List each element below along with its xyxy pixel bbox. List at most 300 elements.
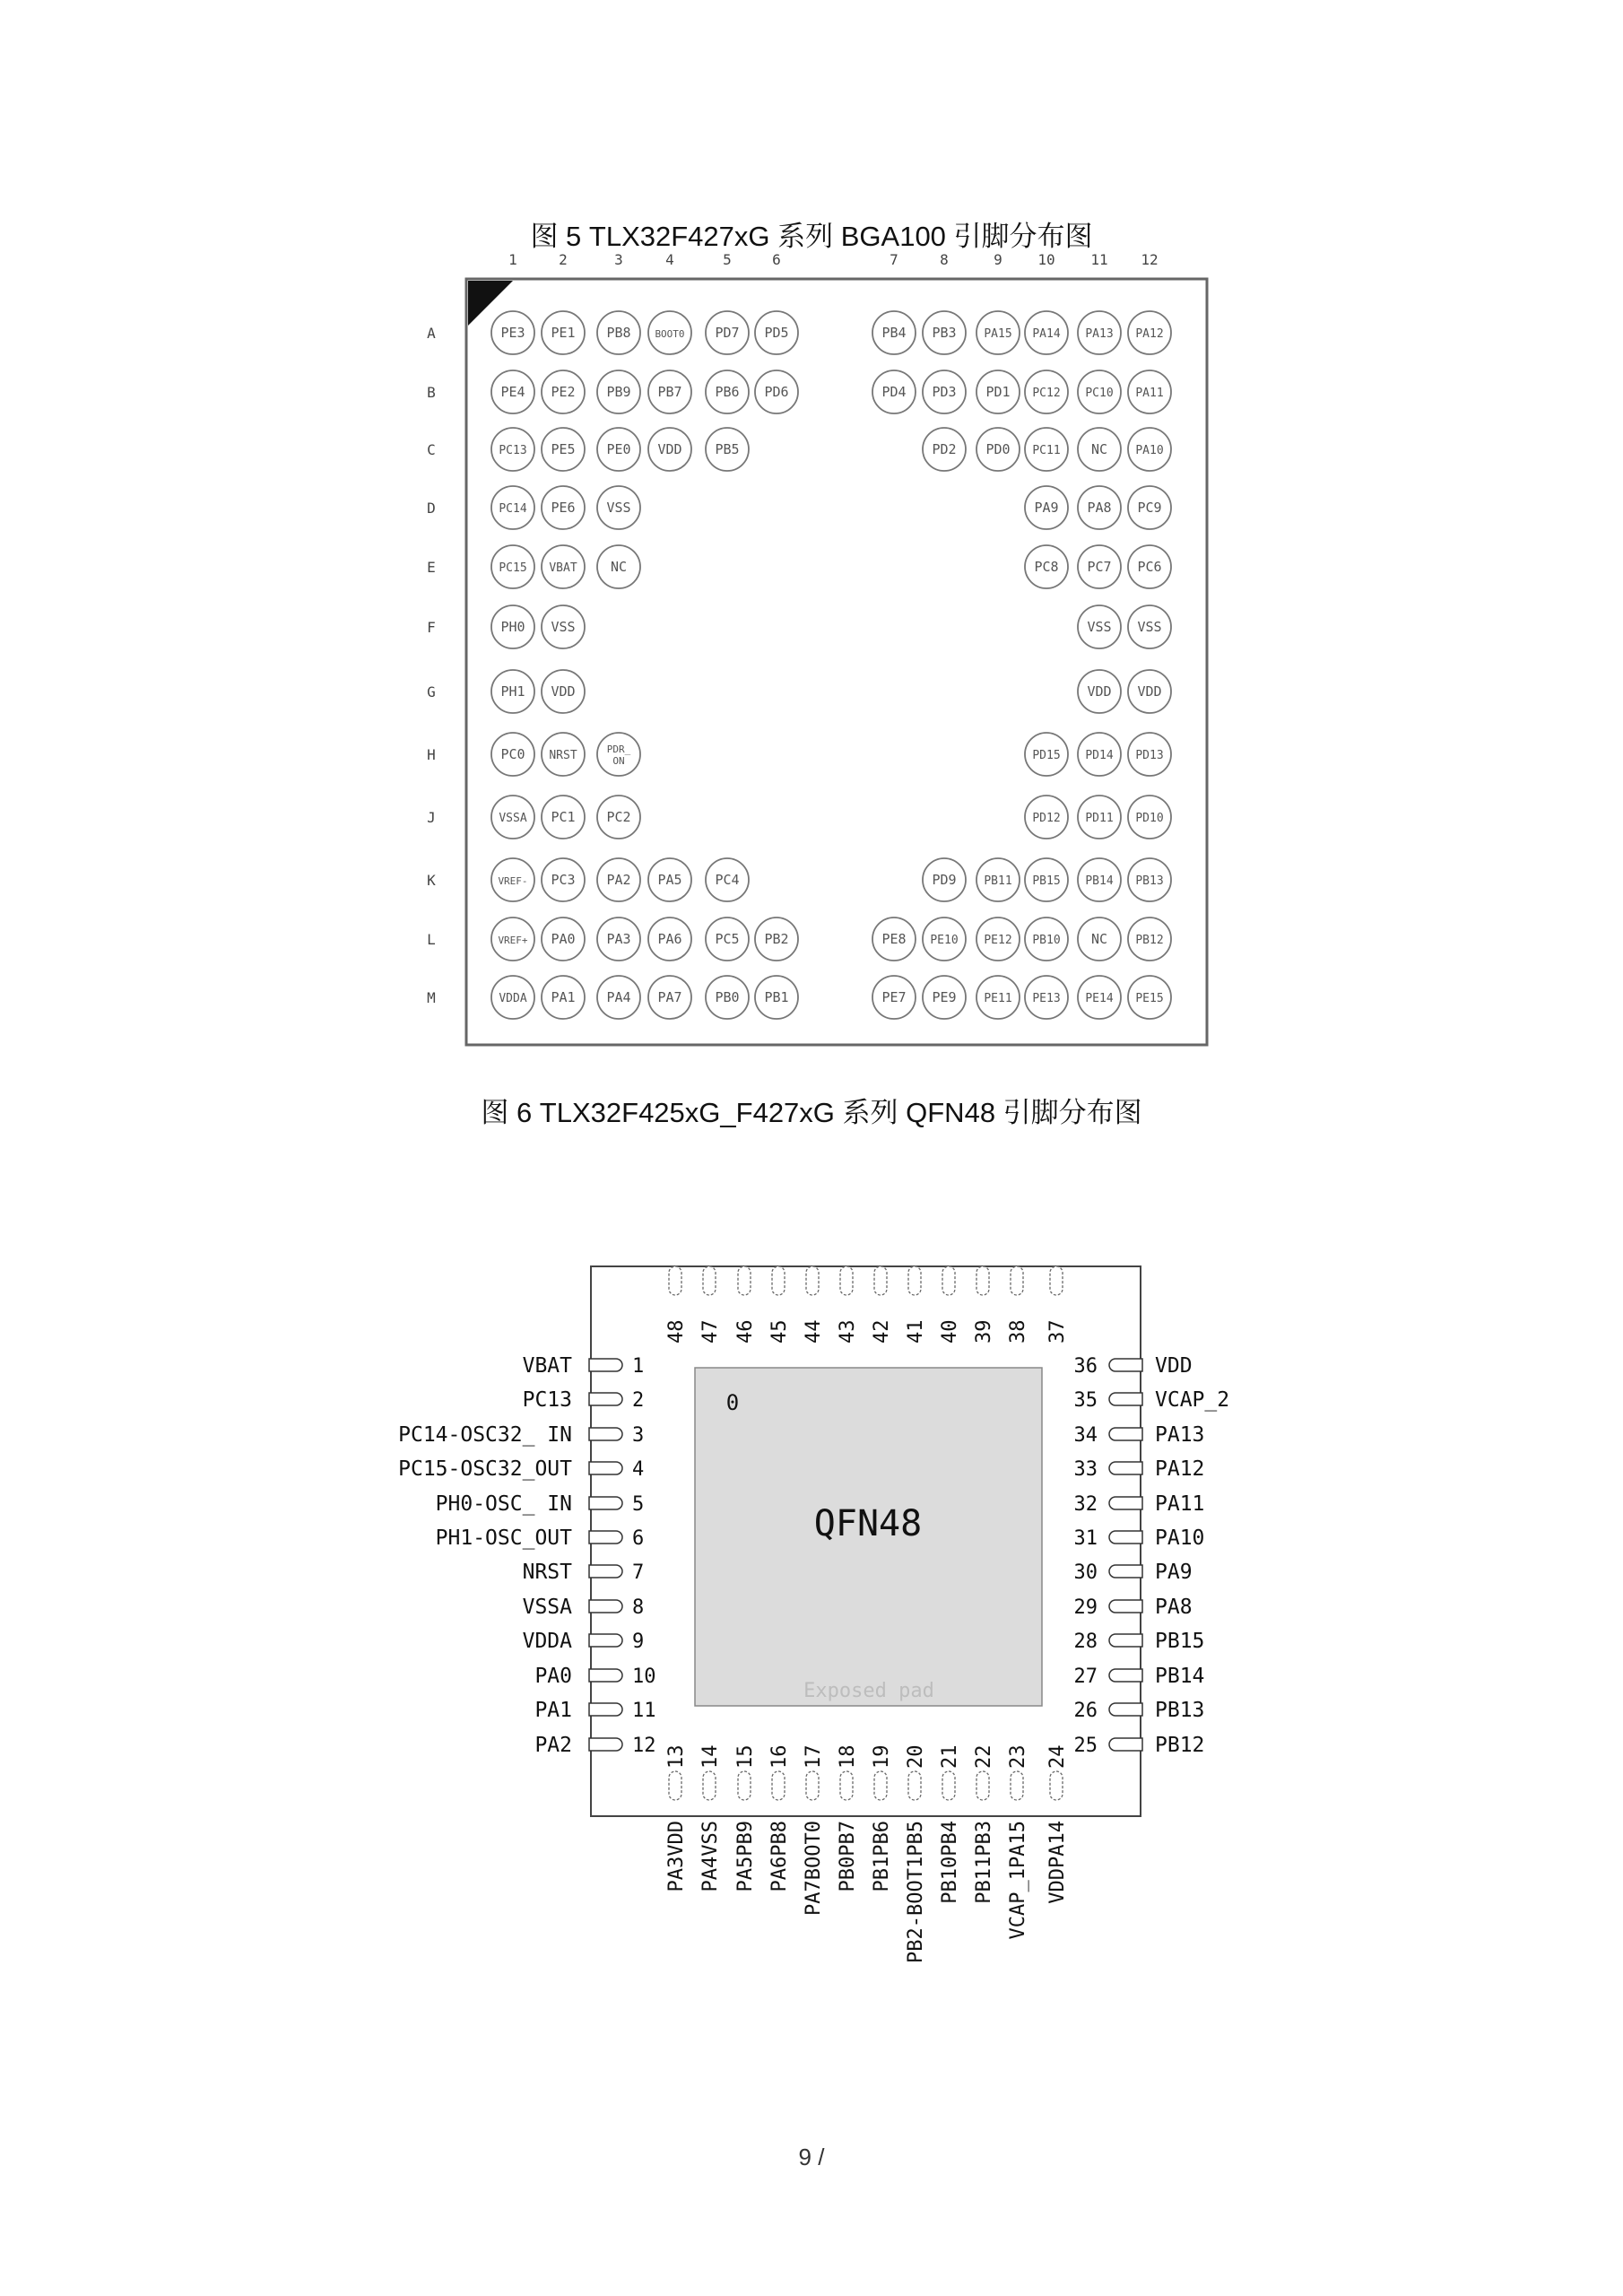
qfn-left-pin (436, 1526, 645, 1550)
svg-text:PB14: PB14 (1085, 874, 1114, 888)
qfn-bottom-pin (734, 1745, 757, 1892)
svg-text:PA14: PA14 (1032, 327, 1061, 341)
bga-ball (648, 976, 691, 1019)
svg-text:PD5: PD5 (764, 325, 789, 341)
svg-text:PA12: PA12 (1135, 327, 1164, 341)
bga-row-label: E (427, 559, 436, 576)
bga-ball (923, 311, 966, 354)
svg-text:NRST: NRST (549, 749, 577, 762)
bga-ball (491, 545, 534, 588)
bga-row-label: C (427, 441, 436, 458)
svg-text:PA0: PA0 (534, 1665, 572, 1688)
bga-row-label: J (427, 809, 436, 826)
qfn-left-pin (523, 1630, 645, 1653)
svg-text:PB10PB4: PB10PB4 (939, 1821, 961, 1904)
svg-text:17: 17 (803, 1744, 825, 1769)
bga100-diagram (417, 247, 1224, 1076)
svg-text:PB2: PB2 (764, 931, 789, 947)
svg-text:VCAP_2: VCAP_2 (1155, 1388, 1230, 1412)
svg-text:46: 46 (734, 1319, 757, 1344)
svg-text:PD3: PD3 (932, 384, 957, 400)
bga-ball (542, 545, 585, 588)
bga-col-label: 3 (614, 251, 623, 268)
svg-text:NC: NC (1090, 441, 1108, 457)
svg-text:25: 25 (1073, 1735, 1098, 1757)
bga-ball (1025, 545, 1068, 588)
svg-text:15: 15 (734, 1744, 757, 1769)
svg-text:PC7: PC7 (1087, 559, 1112, 575)
svg-text:PA8: PA8 (1087, 500, 1112, 516)
svg-text:11: 11 (632, 1700, 656, 1722)
svg-text:14: 14 (699, 1744, 722, 1769)
svg-text:PA5: PA5 (657, 872, 682, 888)
svg-text:44: 44 (803, 1319, 825, 1344)
svg-text:PB10: PB10 (1032, 934, 1061, 947)
svg-text:PB15: PB15 (1032, 874, 1061, 888)
svg-text:PB12: PB12 (1135, 934, 1164, 947)
svg-text:3: 3 (632, 1424, 645, 1447)
bga-ball (542, 796, 585, 839)
qfn-pin1-marker: 0 (725, 1390, 740, 1415)
svg-text:38: 38 (1007, 1319, 1029, 1344)
bga-ball (1025, 733, 1068, 776)
bga-ball (1078, 545, 1121, 588)
svg-text:PE7: PE7 (881, 989, 907, 1005)
qfn-right-pin (1074, 1423, 1205, 1447)
svg-text:PC3: PC3 (551, 872, 576, 888)
figure-6-caption: 图 6 TLX32F425xG_F427xG 系列 QFN48 引脚分布图 (481, 1097, 1142, 1128)
svg-text:2: 2 (632, 1389, 645, 1412)
svg-text:PE1: PE1 (551, 325, 576, 341)
svg-text:PC14: PC14 (499, 502, 527, 516)
svg-text:PB8: PB8 (606, 325, 631, 341)
bga-ball (648, 428, 691, 471)
qfn-package-label: QFN48 (813, 1503, 923, 1544)
svg-text:VSSA: VSSA (499, 812, 527, 825)
qfn-bottom-pin (699, 1745, 722, 1892)
qfn-top-pin (905, 1266, 927, 1344)
bga-ball (597, 918, 640, 961)
svg-text:PC9: PC9 (1137, 500, 1162, 516)
svg-text:PB4: PB4 (881, 325, 907, 341)
svg-text:PD7: PD7 (715, 325, 740, 341)
bga-ball (706, 918, 749, 961)
qfn-right-pin (1074, 1388, 1230, 1412)
svg-text:PB11PB3: PB11PB3 (973, 1821, 995, 1904)
svg-text:PD10: PD10 (1135, 812, 1164, 825)
bga-ball (923, 428, 966, 471)
qfn-top-pin (734, 1266, 757, 1344)
bga-ball (1078, 605, 1121, 648)
bga-row-label: A (427, 325, 436, 342)
qfn-left-pin (398, 1457, 644, 1481)
svg-text:VDD: VDD (657, 441, 682, 457)
svg-text:PB1: PB1 (764, 989, 789, 1005)
svg-text:42: 42 (871, 1319, 893, 1344)
bga-ball (872, 976, 916, 1019)
svg-text:PA12: PA12 (1155, 1457, 1205, 1481)
svg-text:PE0: PE0 (606, 441, 631, 457)
svg-text:VREF-: VREF- (498, 875, 528, 887)
svg-text:PA2: PA2 (606, 872, 631, 888)
svg-text:PE11: PE11 (984, 992, 1012, 1005)
svg-text:VSS: VSS (551, 619, 576, 635)
bga-ball (491, 976, 534, 1019)
bga-ball (648, 858, 691, 901)
svg-text:VDD: VDD (1155, 1354, 1193, 1378)
qfn-left-pin (534, 1699, 655, 1722)
svg-text:PB5: PB5 (715, 441, 740, 457)
svg-text:34: 34 (1073, 1424, 1098, 1447)
svg-text:PB3: PB3 (932, 325, 957, 341)
svg-text:VSS: VSS (1087, 619, 1112, 635)
qfn-left-pin (523, 1561, 645, 1584)
qfn-top-pin (871, 1266, 893, 1344)
svg-text:PB0PB7: PB0PB7 (837, 1821, 859, 1892)
bga-ball (491, 370, 534, 413)
bga-col-label: 1 (508, 251, 517, 268)
bga-ball (923, 370, 966, 413)
svg-text:45: 45 (768, 1319, 791, 1344)
qfn-bottom-pin (665, 1745, 688, 1892)
svg-text:5: 5 (632, 1493, 645, 1516)
svg-text:21: 21 (939, 1744, 961, 1769)
bga-ball (976, 311, 1020, 354)
bga-ball (976, 858, 1020, 901)
svg-text:PE10: PE10 (930, 934, 959, 947)
bga-ball (1025, 428, 1068, 471)
qfn-right-pin (1074, 1665, 1205, 1688)
qfn-top-pin (665, 1266, 688, 1344)
bga-row-label: H (427, 746, 436, 763)
svg-text:VSS: VSS (1137, 619, 1162, 635)
svg-text:PC15-OSC32_OUT: PC15-OSC32_OUT (398, 1457, 572, 1481)
bga-col-label: 4 (665, 251, 674, 268)
bga-ball (1078, 976, 1121, 1019)
bga-ball (542, 918, 585, 961)
qfn-right-pin (1074, 1354, 1193, 1378)
qfn-top-pin (973, 1266, 995, 1344)
qfn-right-pin (1074, 1526, 1205, 1550)
bga-ball (542, 733, 585, 776)
svg-text:VDDA: VDDA (499, 992, 527, 1005)
figure-5-caption: 图 5 TLX32F427xG 系列 BGA100 引脚分布图 (530, 221, 1093, 252)
svg-text:4: 4 (632, 1458, 645, 1481)
bga-ball (923, 858, 966, 901)
svg-text:43: 43 (837, 1319, 859, 1344)
bga-ball (1025, 370, 1068, 413)
svg-text:VDDPA14: VDDPA14 (1046, 1821, 1069, 1904)
svg-text:39: 39 (973, 1319, 995, 1344)
bga-ball (976, 370, 1020, 413)
svg-text:PA4: PA4 (606, 989, 631, 1005)
bga-ball (597, 428, 640, 471)
svg-text:PE8: PE8 (881, 931, 907, 947)
svg-text:PC14-OSC32_ IN: PC14-OSC32_ IN (398, 1423, 572, 1447)
bga-ball (491, 605, 534, 648)
svg-text:PB11: PB11 (984, 874, 1012, 888)
bga-ball (976, 428, 1020, 471)
qfn-left-pin (523, 1388, 645, 1412)
svg-text:PD9: PD9 (932, 872, 957, 888)
svg-text:PB2-BOOT1PB5: PB2-BOOT1PB5 (905, 1821, 927, 1963)
bga-ball (1128, 428, 1171, 471)
svg-text:PH0: PH0 (500, 619, 525, 635)
svg-text:9: 9 (632, 1631, 645, 1653)
qfn-left-pin (398, 1423, 644, 1447)
svg-text:35: 35 (1073, 1389, 1098, 1412)
qfn48-diagram (359, 1256, 1255, 1969)
bga-col-label: 6 (772, 251, 781, 268)
bga-row-label: L (427, 931, 436, 948)
svg-text:PD4: PD4 (881, 384, 907, 400)
svg-text:PE14: PE14 (1085, 992, 1114, 1005)
svg-text:26: 26 (1073, 1700, 1098, 1722)
svg-text:19: 19 (871, 1744, 893, 1769)
bga-ball (542, 670, 585, 713)
bga-ball (491, 733, 534, 776)
svg-text:PA7: PA7 (657, 989, 682, 1005)
bga-ball (648, 311, 691, 354)
page-number: 9 / (798, 2144, 825, 2170)
svg-text:PA11: PA11 (1135, 387, 1164, 400)
svg-text:33: 33 (1073, 1458, 1098, 1481)
bga-ball (597, 976, 640, 1019)
qfn-bottom-pin (905, 1745, 927, 1963)
qfn-bottom-pin (871, 1745, 893, 1892)
bga-ball (1078, 796, 1121, 839)
bga-ball (1025, 486, 1068, 529)
bga-col-label: 9 (994, 251, 1002, 268)
svg-text:PDR_: PDR_ (606, 744, 631, 755)
bga-col-label: 12 (1141, 251, 1159, 268)
svg-text:23: 23 (1007, 1744, 1029, 1769)
svg-text:PA9: PA9 (1155, 1561, 1193, 1584)
qfn-right-pin (1074, 1734, 1205, 1757)
qfn-top-pin (939, 1266, 961, 1344)
bga-row-label: D (427, 500, 436, 517)
svg-text:PA1: PA1 (534, 1699, 572, 1722)
qfn-right-pin (1074, 1630, 1205, 1653)
svg-text:VSSA: VSSA (522, 1596, 572, 1619)
svg-text:PA3VDD: PA3VDD (665, 1821, 688, 1892)
bga-ball (1078, 670, 1121, 713)
qfn-left-pin (534, 1734, 655, 1757)
bga-ball (1078, 733, 1121, 776)
qfn-left-pin (534, 1665, 655, 1688)
svg-text:31: 31 (1073, 1527, 1098, 1550)
svg-text:ON: ON (612, 755, 625, 767)
bga-ball (491, 428, 534, 471)
bga-ball (755, 311, 798, 354)
svg-text:12: 12 (632, 1735, 656, 1757)
bga-ball (597, 733, 640, 776)
svg-text:VBAT: VBAT (522, 1354, 572, 1378)
bga-ball (491, 858, 534, 901)
svg-text:6: 6 (632, 1527, 645, 1550)
bga-row-label: F (427, 619, 436, 636)
svg-text:40: 40 (939, 1319, 961, 1344)
svg-text:18: 18 (837, 1744, 859, 1769)
svg-text:PC15: PC15 (499, 561, 527, 575)
svg-text:PA3: PA3 (606, 931, 631, 947)
svg-text:27: 27 (1073, 1665, 1098, 1688)
svg-text:41: 41 (905, 1319, 927, 1344)
bga-ball (597, 858, 640, 901)
qfn-right-pin (1074, 1492, 1205, 1516)
svg-text:PC1: PC1 (551, 809, 576, 825)
svg-text:PC13: PC13 (522, 1388, 572, 1412)
svg-text:PE4: PE4 (500, 384, 525, 400)
qfn-left-pin (523, 1596, 645, 1619)
svg-text:PD0: PD0 (985, 441, 1011, 457)
svg-text:PD15: PD15 (1032, 749, 1061, 762)
bga-ball (1078, 311, 1121, 354)
bga-ball (706, 858, 749, 901)
svg-text:20: 20 (905, 1744, 927, 1769)
bga-ball (1128, 733, 1171, 776)
bga-col-label: 7 (890, 251, 898, 268)
svg-text:PC4: PC4 (715, 872, 740, 888)
bga-ball (706, 311, 749, 354)
bga-ball (1078, 370, 1121, 413)
svg-text:28: 28 (1073, 1631, 1098, 1653)
bga-ball (1128, 858, 1171, 901)
bga-ball (1128, 918, 1171, 961)
svg-text:PB12: PB12 (1155, 1734, 1205, 1757)
svg-text:PB9: PB9 (606, 384, 631, 400)
qfn-left-pin (436, 1492, 645, 1516)
svg-text:47: 47 (699, 1319, 722, 1344)
svg-text:PC5: PC5 (715, 931, 740, 947)
bga-ball (542, 311, 585, 354)
svg-text:7: 7 (632, 1561, 645, 1584)
svg-text:PA6PB8: PA6PB8 (768, 1821, 791, 1892)
svg-text:PA7BOOT0: PA7BOOT0 (803, 1821, 825, 1916)
svg-text:PE6: PE6 (551, 500, 576, 516)
svg-text:VDDA: VDDA (522, 1630, 572, 1653)
svg-text:22: 22 (973, 1744, 995, 1769)
svg-text:PC6: PC6 (1137, 559, 1162, 575)
bga-ball (1128, 545, 1171, 588)
qfn-right-pin (1074, 1596, 1193, 1619)
qfn-right-pin (1074, 1699, 1205, 1722)
bga-ball (755, 370, 798, 413)
bga-ball (706, 370, 749, 413)
bga-ball (542, 976, 585, 1019)
bga-ball (648, 370, 691, 413)
bga-ball (1025, 858, 1068, 901)
svg-text:VDD: VDD (1137, 683, 1162, 700)
bga-ball (1025, 976, 1068, 1019)
svg-text:PD13: PD13 (1135, 749, 1164, 762)
qfn-bottom-pin (837, 1745, 859, 1892)
qfn-right-pin (1074, 1457, 1205, 1481)
bga-ball (597, 486, 640, 529)
svg-text:PC2: PC2 (606, 809, 631, 825)
svg-text:PE15: PE15 (1135, 992, 1164, 1005)
svg-text:VCAP_1PA15: VCAP_1PA15 (1007, 1821, 1029, 1940)
svg-text:PC8: PC8 (1034, 559, 1059, 575)
bga-ball (597, 370, 640, 413)
svg-text:NRST: NRST (522, 1561, 572, 1584)
svg-text:PD12: PD12 (1032, 812, 1061, 825)
bga-col-label: 10 (1037, 251, 1055, 268)
svg-text:PA11: PA11 (1155, 1492, 1205, 1516)
bga-ball (1128, 605, 1171, 648)
bga-ball (1128, 976, 1171, 1019)
svg-text:NC: NC (610, 559, 628, 575)
bga-ball (1128, 311, 1171, 354)
bga-ball (597, 796, 640, 839)
qfn-top-pin (1007, 1266, 1029, 1344)
svg-text:PB14: PB14 (1155, 1665, 1205, 1688)
svg-text:PC10: PC10 (1085, 387, 1114, 400)
svg-text:PH0-OSC_ IN: PH0-OSC_ IN (435, 1492, 572, 1516)
svg-text:PA6: PA6 (657, 931, 682, 947)
qfn-bottom-pin (803, 1745, 825, 1916)
bga-col-label: 2 (559, 251, 568, 268)
svg-text:PE5: PE5 (551, 441, 576, 457)
bga-ball (648, 918, 691, 961)
svg-text:29: 29 (1073, 1596, 1098, 1619)
svg-text:PE3: PE3 (500, 325, 525, 341)
bga-ball (755, 918, 798, 961)
svg-text:PA13: PA13 (1085, 327, 1114, 341)
bga-ball (491, 670, 534, 713)
svg-text:PD2: PD2 (932, 441, 957, 457)
svg-text:PC13: PC13 (499, 444, 527, 457)
bga-ball (542, 858, 585, 901)
svg-text:PA9: PA9 (1034, 500, 1059, 516)
svg-text:48: 48 (665, 1319, 688, 1344)
svg-text:PB13: PB13 (1135, 874, 1164, 888)
bga-row-label: G (427, 683, 436, 700)
qfn-bottom-pin (1046, 1745, 1069, 1904)
bga-ball (976, 918, 1020, 961)
svg-text:1: 1 (632, 1355, 645, 1378)
svg-text:PA15: PA15 (984, 327, 1012, 341)
svg-text:PA2: PA2 (534, 1734, 572, 1757)
bga-ball (1128, 486, 1171, 529)
svg-text:BOOT0: BOOT0 (655, 328, 685, 340)
svg-text:PH1-OSC_OUT: PH1-OSC_OUT (435, 1526, 572, 1550)
svg-text:13: 13 (665, 1744, 688, 1769)
bga-ball (1078, 858, 1121, 901)
bga-ball (1025, 311, 1068, 354)
qfn-top-pin (699, 1266, 722, 1344)
svg-text:PA10: PA10 (1155, 1526, 1205, 1550)
bga-ball (872, 311, 916, 354)
svg-text:10: 10 (632, 1665, 656, 1688)
svg-text:PB13: PB13 (1155, 1699, 1205, 1722)
svg-text:PA1: PA1 (551, 989, 576, 1005)
bga-ball (597, 311, 640, 354)
bga-ball (491, 796, 534, 839)
bga-ball (542, 370, 585, 413)
bga-ball (976, 976, 1020, 1019)
svg-text:PB7: PB7 (657, 384, 682, 400)
bga-ball (1128, 796, 1171, 839)
bga-ball (491, 918, 534, 961)
qfn-bottom-pin (768, 1745, 791, 1892)
bga-ball (1078, 428, 1121, 471)
qfn-top-pin (803, 1266, 825, 1344)
svg-text:VSS: VSS (606, 500, 631, 516)
qfn-bottom-pin (1007, 1745, 1029, 1940)
svg-text:37: 37 (1046, 1319, 1069, 1344)
svg-text:24: 24 (1046, 1744, 1069, 1769)
